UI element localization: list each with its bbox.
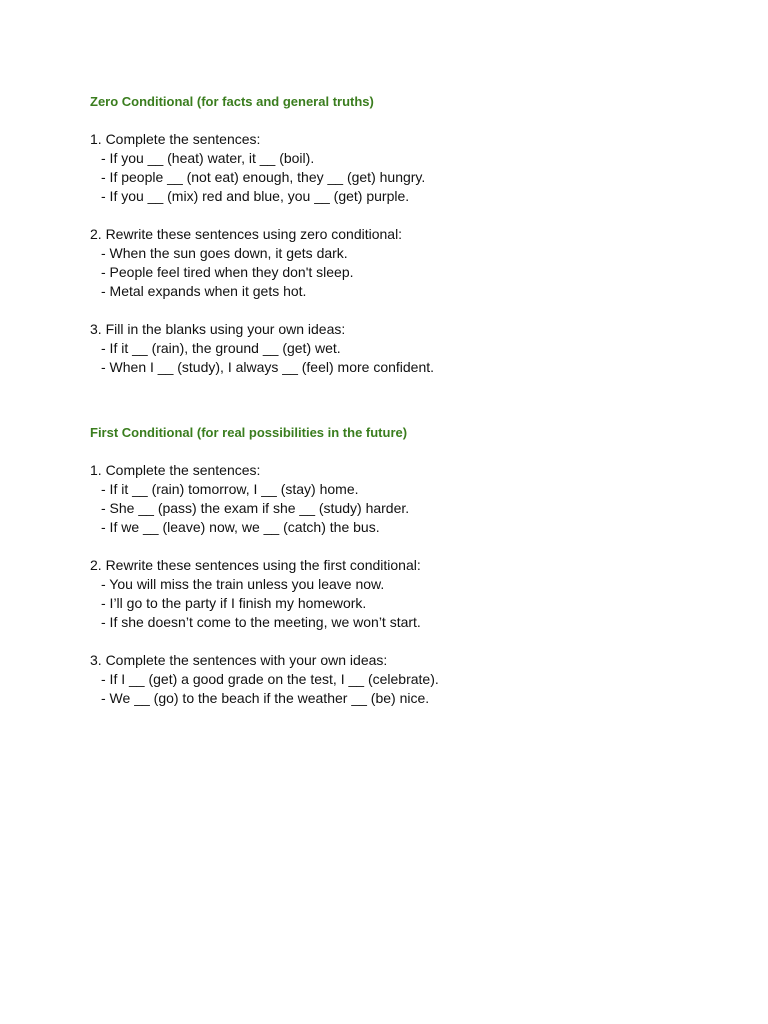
question-item: - We __ (go) to the beach if the weather __ (be) nice. [101,690,430,706]
question-item: - If it __ (rain) tomorrow, I __ (stay) home. [101,481,359,497]
section-zero-conditional [90,92,730,377]
question-2 [90,556,730,632]
question-heading: 2. Rewrite these sentences using zero conditional: [90,226,403,242]
question-item: - If it __ (rain), the ground __ (get) wet. [101,340,341,356]
section-title: First Conditional (for real possibilities in the future) [90,425,408,440]
question-item: - Metal expands when it gets hot. [101,283,307,299]
question-item: - I’ll go to the party if I finish my homework. [101,595,367,611]
question-item: - When the sun goes down, it gets dark. [101,245,348,261]
question-heading: 1. Complete the sentences: [90,131,261,147]
question-3 [90,651,730,708]
question-item: - She __ (pass) the exam if she __ (study) harder. [101,500,410,516]
section-first-conditional [90,423,730,708]
question-item: - If you __ (mix) red and blue, you __ (get) purple. [101,188,410,204]
section-title: Zero Conditional (for facts and general truths) [90,94,374,109]
question-item: - If you __ (heat) water, it __ (boil). [101,150,315,166]
question-1 [90,130,730,206]
question-heading: 3. Complete the sentences with your own ideas: [90,652,388,668]
question-item: - When I __ (study), I always __ (feel) more confident. [101,359,435,375]
question-item: - If I __ (get) a good grade on the test, I __ (celebrate). [101,671,439,687]
question-2 [90,225,730,301]
worksheet-page [90,92,730,708]
question-item: - If we __ (leave) now, we __ (catch) the bus. [101,519,380,535]
question-item: - You will miss the train unless you leave now. [101,576,385,592]
question-heading: 2. Rewrite these sentences using the first conditional: [90,557,421,573]
question-heading: 1. Complete the sentences: [90,462,261,478]
question-item: - If people __ (not eat) enough, they __ (get) hungry. [101,169,426,185]
question-item: - If she doesn’t come to the meeting, we won’t start. [101,614,421,630]
question-item: - People feel tired when they don't sleep. [101,264,354,280]
question-heading: 3. Fill in the blanks using your own ideas: [90,321,346,337]
question-1 [90,461,730,537]
question-3 [90,320,730,377]
